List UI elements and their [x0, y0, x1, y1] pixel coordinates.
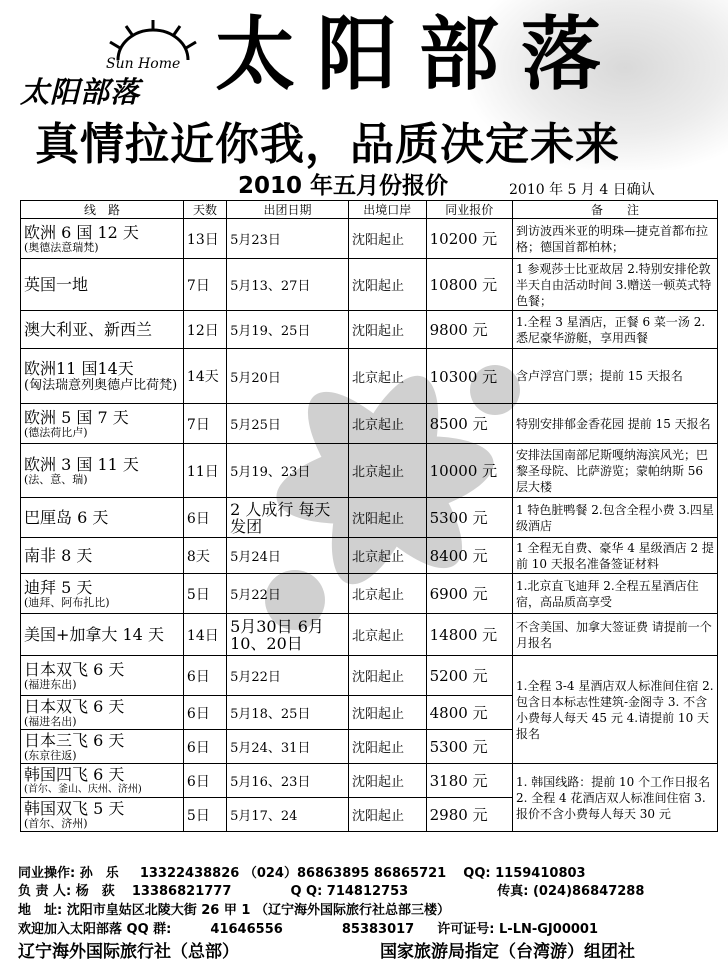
days-cell: 5日 [183, 798, 226, 832]
days-cell: 6日 [183, 656, 226, 696]
days-cell: 6日 [183, 730, 226, 764]
table-header-row [21, 201, 718, 219]
port-cell: 北京起止 [348, 538, 426, 574]
page-title: 太阳部落 [215, 8, 623, 101]
price-cell: 6900 元 [426, 574, 512, 614]
port-cell: 沈阳起止 [348, 730, 426, 764]
header-route: 线 路 [21, 201, 184, 219]
ops-qq: QQ: 1159410803 [463, 866, 586, 881]
table-row [21, 574, 718, 614]
note-cell: 到访波西米亚的明珠—捷克首都布拉格；德国首都柏林； [512, 219, 717, 259]
days-cell: 13日 [183, 219, 226, 259]
route-cell: 韩国四飞 6 天 (首尔、釜山、庆州、济州) [21, 764, 184, 798]
port-cell: 沈阳起止 [348, 219, 426, 259]
price-cell: 10300 元 [426, 349, 512, 404]
price-cell: 10000 元 [426, 444, 512, 498]
days-cell: 14日 [183, 614, 226, 656]
note-cell: 特别安排郁金香花园 提前 15 天报名 [512, 404, 717, 444]
price-cell: 4800 元 [426, 696, 512, 730]
slogan: 真情拉近你我，品质决定未来 [35, 119, 620, 170]
ops-phone: 13322438826 （024）86863895 86865721 [139, 866, 447, 881]
table-row [21, 444, 718, 498]
header-note: 备 注 [512, 201, 717, 219]
header-date: 出团日期 [227, 201, 349, 219]
route-cell: 巴厘岛 6 天 [21, 498, 184, 538]
table-row [21, 219, 718, 259]
route-cell: 迪拜 5 天 (迪拜、阿布扎比) [21, 574, 184, 614]
route-cell: 欧洲 5 国 7 天 (德法荷比卢) [21, 404, 184, 444]
route-cell: 欧洲11 国14天 (匈法瑞意列奥德卢比荷梵) [21, 349, 184, 404]
port-cell: 沈阳起止 [348, 764, 426, 798]
note-cell: 1 特色脏鸭餐 2.包含全程小费 3.四星级酒店 [512, 498, 717, 538]
date-cell: 5月16、23日 [227, 764, 349, 798]
fax: 传真: (024)86847288 [497, 884, 645, 899]
days-cell: 6日 [183, 696, 226, 730]
subtitle: 2010 年五月份报价 [238, 173, 449, 199]
address: 沈阳市皇姑区北陵大街 26 甲 1 （辽宁海外国际旅行社总部三楼） [66, 903, 450, 918]
port-cell: 沈阳起止 [348, 498, 426, 538]
price-cell: 9800 元 [426, 311, 512, 349]
route-cell: 日本双飞 6 天 (福进东出) [21, 656, 184, 696]
note-cell: 含卢浮宫门票；提前 15 天报名 [512, 349, 717, 404]
table-row [21, 259, 718, 311]
port-cell: 沈阳起止 [348, 311, 426, 349]
date-cell: 5月24、31日 [227, 730, 349, 764]
resp-phone: 13386821777 [131, 884, 232, 899]
resp-name: 杨 荻 [75, 884, 115, 899]
table-row [21, 498, 718, 538]
qq-group-1: 41646556 [210, 922, 283, 937]
table-row [21, 404, 718, 444]
resp-qq: Q Q: 714812753 [290, 884, 409, 899]
table-row [21, 349, 718, 404]
date-cell: 5月30日 6月10、20日 [227, 614, 349, 656]
port-cell: 北京起止 [348, 349, 426, 404]
route-cell: 韩国双飞 5 天 (首尔、济州) [21, 798, 184, 832]
price-cell: 5300 元 [426, 498, 512, 538]
route-cell: 日本三飞 6 天 (东京往返) [21, 730, 184, 764]
logo-english: Sun Home [106, 56, 181, 72]
price-cell: 14800 元 [426, 614, 512, 656]
days-cell: 6日 [183, 764, 226, 798]
note-cell: 1 参观莎士比亚故居 2.特别安排伦敦半天自由活动时间 3.赠送一顿英式特色餐； [512, 259, 717, 311]
header-price: 同业报价 [426, 201, 512, 219]
table-row [21, 538, 718, 574]
ops-label: 同业操作: [18, 866, 76, 881]
note-cell-korea: 1. 韩国线路：提前 10 个工作日报名 2. 全程 4 花酒店双人标准间住宿 3.报价不含小费每人每天 30 元 [512, 764, 717, 832]
date-cell: 2 人成行 每天发团 [227, 498, 349, 538]
table-row [21, 656, 718, 696]
route-cell: 日本双飞 6 天 (福进名出) [21, 696, 184, 730]
table-row [21, 311, 718, 349]
price-cell: 5200 元 [426, 656, 512, 696]
confirm-date: 2010 年 5 月 4 日确认 [509, 182, 655, 198]
port-cell: 沈阳起止 [348, 656, 426, 696]
route-cell: 澳大利亚、新西兰 [21, 311, 184, 349]
days-cell: 7日 [183, 404, 226, 444]
footer-ops-line [18, 862, 586, 881]
date-cell: 5月19、25日 [227, 311, 349, 349]
date-cell: 5月19、23日 [227, 444, 349, 498]
footer-address-line [18, 899, 450, 918]
footer-qq-group-line [18, 918, 598, 937]
port-cell: 沈阳起止 [348, 696, 426, 730]
days-cell: 6日 [183, 498, 226, 538]
address-label: 地 址: [18, 903, 63, 918]
route-cell: 欧洲 6 国 12 天 (奥德法意瑞梵) [21, 219, 184, 259]
date-cell: 5月18、25日 [227, 696, 349, 730]
port-cell: 北京起止 [348, 574, 426, 614]
days-cell: 14天 [183, 349, 226, 404]
date-cell: 5月24日 [227, 538, 349, 574]
route-cell: 美国+加拿大 14 天 [21, 614, 184, 656]
note-cell: 1 全程无自费、豪华 4 星级酒店 2 提前 10 天报名准备签证材料 [512, 538, 717, 574]
days-cell: 5日 [183, 574, 226, 614]
price-cell: 10200 元 [426, 219, 512, 259]
company-name: 辽宁海外国际旅行社（总部） [18, 942, 239, 962]
port-cell: 沈阳起止 [348, 259, 426, 311]
header-days: 天数 [183, 201, 226, 219]
date-cell: 5月20日 [227, 349, 349, 404]
port-cell: 北京起止 [348, 404, 426, 444]
price-cell: 2980 元 [426, 798, 512, 832]
days-cell: 12日 [183, 311, 226, 349]
note-cell: 1.全程 3 星酒店，正餐 6 菜一汤 2.悉尼豪华游艇，享用西餐 [512, 311, 717, 349]
port-cell: 沈阳起止 [348, 798, 426, 832]
resp-label: 负 责 人: [18, 884, 72, 899]
days-cell: 11日 [183, 444, 226, 498]
date-cell: 5月13、27日 [227, 259, 349, 311]
date-cell: 5月17、24 [227, 798, 349, 832]
note-cell: 不含美国、加拿大签证费 请提前一个月报名 [512, 614, 717, 656]
date-cell: 5月23日 [227, 219, 349, 259]
table-row [21, 764, 718, 798]
ops-name: 孙 乐 [79, 866, 119, 881]
route-cell: 英国一地 [21, 259, 184, 311]
port-cell: 北京起止 [348, 614, 426, 656]
days-cell: 7日 [183, 259, 226, 311]
logo [18, 6, 196, 108]
days-cell: 8天 [183, 538, 226, 574]
designation: 国家旅游局指定（台湾游）组团社 [380, 942, 635, 962]
route-cell: 南非 8 天 [21, 538, 184, 574]
license: 许可证号: L-LN-GJ00001 [437, 922, 598, 937]
header-port: 出境口岸 [348, 201, 426, 219]
date-cell: 5月22日 [227, 656, 349, 696]
note-cell: 安排法国南部尼斯嘎纳海滨风光；巴黎圣母院、比萨游览；蒙帕纳斯 56 层大楼 [512, 444, 717, 498]
price-cell: 10800 元 [426, 259, 512, 311]
route-cell: 欧洲 3 国 11 天 (法、意、瑞) [21, 444, 184, 498]
price-cell: 3180 元 [426, 764, 512, 798]
note-cell-japan: 1.全程 3-4 星酒店双人标准间住宿 2. 包含日本标志性建筑-金阁寺 3. 不含小费每人每天 45 元 4.请提前 10 天报名 [512, 656, 717, 764]
port-cell: 北京起止 [348, 444, 426, 498]
footer-resp-line [18, 880, 644, 899]
price-cell: 8500 元 [426, 404, 512, 444]
date-cell: 5月25日 [227, 404, 349, 444]
price-cell: 5300 元 [426, 730, 512, 764]
price-cell: 8400 元 [426, 538, 512, 574]
qq-group-label: 欢迎加入太阳部落 QQ 群: [18, 922, 172, 937]
note-cell: 1.北京直飞迪拜 2.全程五星酒店住宿，高品质高享受 [512, 574, 717, 614]
logo-chinese: 太阳部落 [20, 75, 141, 109]
date-cell: 5月22日 [227, 574, 349, 614]
qq-group-2: 85383017 [341, 922, 415, 937]
table-row [21, 614, 718, 656]
price-table [20, 200, 718, 832]
